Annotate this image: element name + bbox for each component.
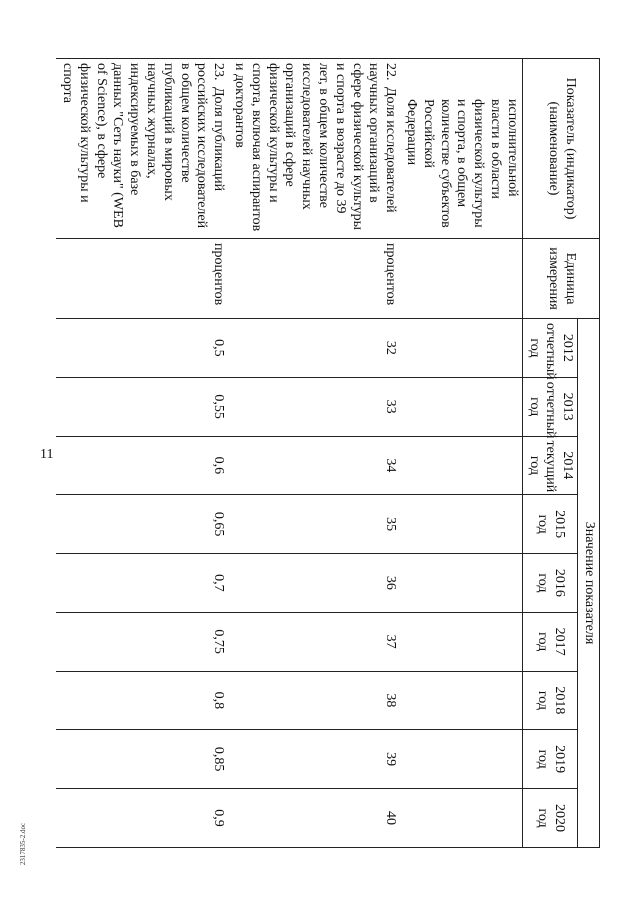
- header-year-2013: 2013 отчетный год: [522, 377, 577, 436]
- header-year-2014: 2014 текущий год: [522, 436, 577, 495]
- value-cell: 36: [228, 554, 400, 613]
- value-cell: 0,55: [56, 377, 228, 436]
- header-year-2020: 2020 год: [522, 789, 577, 848]
- header-year-2016: 2016 год: [522, 554, 577, 613]
- value-cell: 34: [228, 436, 400, 495]
- value-cell: 35: [228, 495, 400, 554]
- page-number: 11: [40, 447, 54, 462]
- header-year-2012: 2012 отчетный год: [522, 319, 577, 378]
- value-cell: 0,9: [56, 789, 228, 848]
- header-year-2019: 2019 год: [522, 730, 577, 789]
- value-cell: 0,65: [56, 495, 228, 554]
- value-cell: 37: [228, 612, 400, 671]
- value-cell: 0,75: [56, 612, 228, 671]
- unit-cell: процентов: [228, 239, 400, 319]
- value-cell: 0,6: [56, 436, 228, 495]
- rotated-table-container: [40, 58, 600, 848]
- continuation-text: исполнительной власти в области физической культуры и спорта, в общем количестве субъектов Российской Федерации: [400, 59, 522, 239]
- value-cell: 0,5: [56, 319, 228, 378]
- table-row: [56, 59, 228, 848]
- header-year-2018: 2018 год: [522, 671, 577, 730]
- value-cell: 40: [228, 789, 400, 848]
- table-row-continuation: [400, 59, 522, 848]
- header-year-2017: 2017 год: [522, 612, 577, 671]
- value-cell: 38: [228, 671, 400, 730]
- value-cell: 0,85: [56, 730, 228, 789]
- indicator-table: [56, 58, 600, 848]
- value-cell: 0,7: [56, 554, 228, 613]
- value-cell: 33: [228, 377, 400, 436]
- table-row: [228, 59, 400, 848]
- value-cell: 32: [228, 319, 400, 378]
- header-indicator: Показатель (индикатор) (наименование): [522, 59, 599, 239]
- value-cell: 39: [228, 730, 400, 789]
- value-cell: 0,8: [56, 671, 228, 730]
- header-unit: Единица измерения: [522, 239, 599, 319]
- header-values: Значение показателя: [578, 319, 600, 848]
- footer-filename: 2317835-2.doc: [19, 822, 28, 866]
- indicator-cell: 23.Доля публикаций российских исследователей в общем количестве публикаций в мировых научных журналах, индексируемых в базе данных "Сеть науки" (WEB of Science), в сфере физической культуры и спорта: [56, 59, 228, 239]
- unit-cell: процентов: [56, 239, 228, 319]
- indicator-cell: 22.Доля исследователей научных организаций в сфере физической культуры и спорта в возрасте до 39 лет, в общем количестве исследователей научных организаций в сфере физической культуры и спорта, включая аспирантов и докторантов: [228, 59, 400, 239]
- header-year-2015: 2015 год: [522, 495, 577, 554]
